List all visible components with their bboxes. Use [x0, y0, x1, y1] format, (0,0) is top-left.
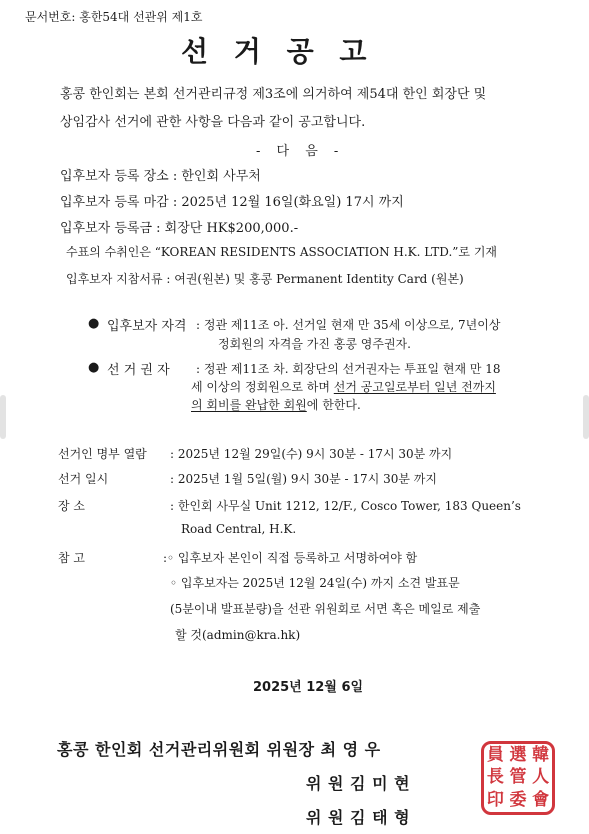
- voter-text-3-plain: 에 한한다.: [306, 398, 361, 412]
- required-documents: 입후보자 지참서류 : 여권(원본) 및 홍콩 Permanent Identity Card (원본): [66, 272, 464, 286]
- issue-date: 2025년 12월 6일: [253, 680, 364, 695]
- voter-text-2: [191, 378, 496, 395]
- voter-text-2-underlined: 선거 공고일로부터 일년 전까지: [333, 380, 496, 394]
- voter-label: 선 거 권 자: [107, 363, 170, 378]
- intro-line-1: 홍콩 한인회는 본회 선거관리규정 제3조에 의거하여 제54대 한인 회장단 및: [60, 87, 487, 102]
- voter-roll-label: 선거인 명부 열람: [58, 447, 147, 461]
- registration-place: 입후보자 등록 장소 : 한인회 사무처: [60, 169, 261, 184]
- candidate-qualification-label: 입후보자 자격: [107, 319, 187, 334]
- intro-line-2: 상임감사 선거에 관한 사항을 다음과 같이 공고합니다.: [60, 115, 366, 130]
- voter-text-1: : 정관 제11조 차. 회장단의 선거권자는 투표일 현재 만 18: [196, 362, 501, 376]
- candidate-qualification-text-1: : 정관 제11조 아. 선거일 현재 만 35세 이상으로, 7년이상: [196, 318, 501, 332]
- seal-char: 長: [486, 767, 504, 788]
- committee-member-2: 위 원 김 태 형: [306, 808, 411, 827]
- doc-number: 문서번호: 홍한54대 선관위 제1호: [25, 10, 203, 24]
- check-payee-note: 수표의 수취인은 “KOREAN RESIDENTS ASSOCIATION H.K. LTD.”로 기재: [66, 245, 498, 259]
- seal-char: 會: [532, 790, 550, 811]
- election-place-label: 장 소: [58, 499, 85, 513]
- election-date-value: : 2025년 1월 5일(월) 9시 30분 - 17시 30분 까지: [170, 472, 437, 486]
- seal-char: 管: [509, 767, 527, 788]
- seal-char: 印: [486, 790, 504, 811]
- seal-char: 人: [532, 767, 550, 788]
- voter-text-2-plain: 세 이상의 정회원으로 하며: [191, 380, 334, 394]
- bullet-icon: ●: [88, 360, 100, 375]
- seal-char: 委: [509, 790, 527, 811]
- page-edge-right: [583, 395, 589, 439]
- note-line-1: :◦ 입후보자 본인이 직접 등록하고 서명하여야 함: [163, 551, 418, 565]
- note-line-4: 할 것(admin@kra.hk): [175, 628, 301, 642]
- committee-member-1: 위 원 김 미 현: [306, 774, 411, 793]
- bullet-icon: ●: [88, 316, 100, 331]
- voter-text-3-underlined: 의 회비를 완납한 회원: [191, 398, 307, 412]
- page-title: 선 거 공 고: [181, 35, 375, 68]
- section-separator: - 다 음 -: [256, 144, 345, 159]
- registration-deadline: 입후보자 등록 마감 : 2025년 12월 16일(화요일) 17시 까지: [60, 195, 404, 210]
- page-edge-left: [0, 395, 6, 439]
- seal-char: 韓: [532, 744, 550, 765]
- official-seal: [481, 741, 555, 815]
- election-place-value-2: Road Central, H.K.: [181, 522, 297, 536]
- note-label: 참 고: [58, 551, 85, 565]
- seal-char: 選: [509, 744, 527, 765]
- committee-chair: 홍콩 한인회 선거관리위원회 위원장 최 영 우: [57, 740, 381, 759]
- registration-fee: 입후보자 등록금 : 회장단 HK$200,000.-: [60, 221, 299, 236]
- seal-char: 員: [486, 744, 504, 765]
- election-date-label: 선거 일시: [58, 472, 109, 486]
- election-place-value-1: : 한인회 사무실 Unit 1212, 12/F., Cosco Tower, 183 Queen’s: [170, 499, 521, 513]
- voter-text-3: [191, 396, 361, 413]
- candidate-qualification-text-2: 정회원의 자격을 가진 홍콩 영주권자.: [218, 337, 411, 351]
- note-line-2: ◦ 입후보자는 2025년 12월 24일(수) 까지 소견 발표문: [170, 576, 460, 590]
- voter-roll-value: : 2025년 12월 29일(수) 9시 30분 - 17시 30분 까지: [170, 447, 453, 461]
- note-line-3: (5분이내 발표분량)을 선관 위원회로 서면 혹은 메일로 제출: [170, 602, 481, 616]
